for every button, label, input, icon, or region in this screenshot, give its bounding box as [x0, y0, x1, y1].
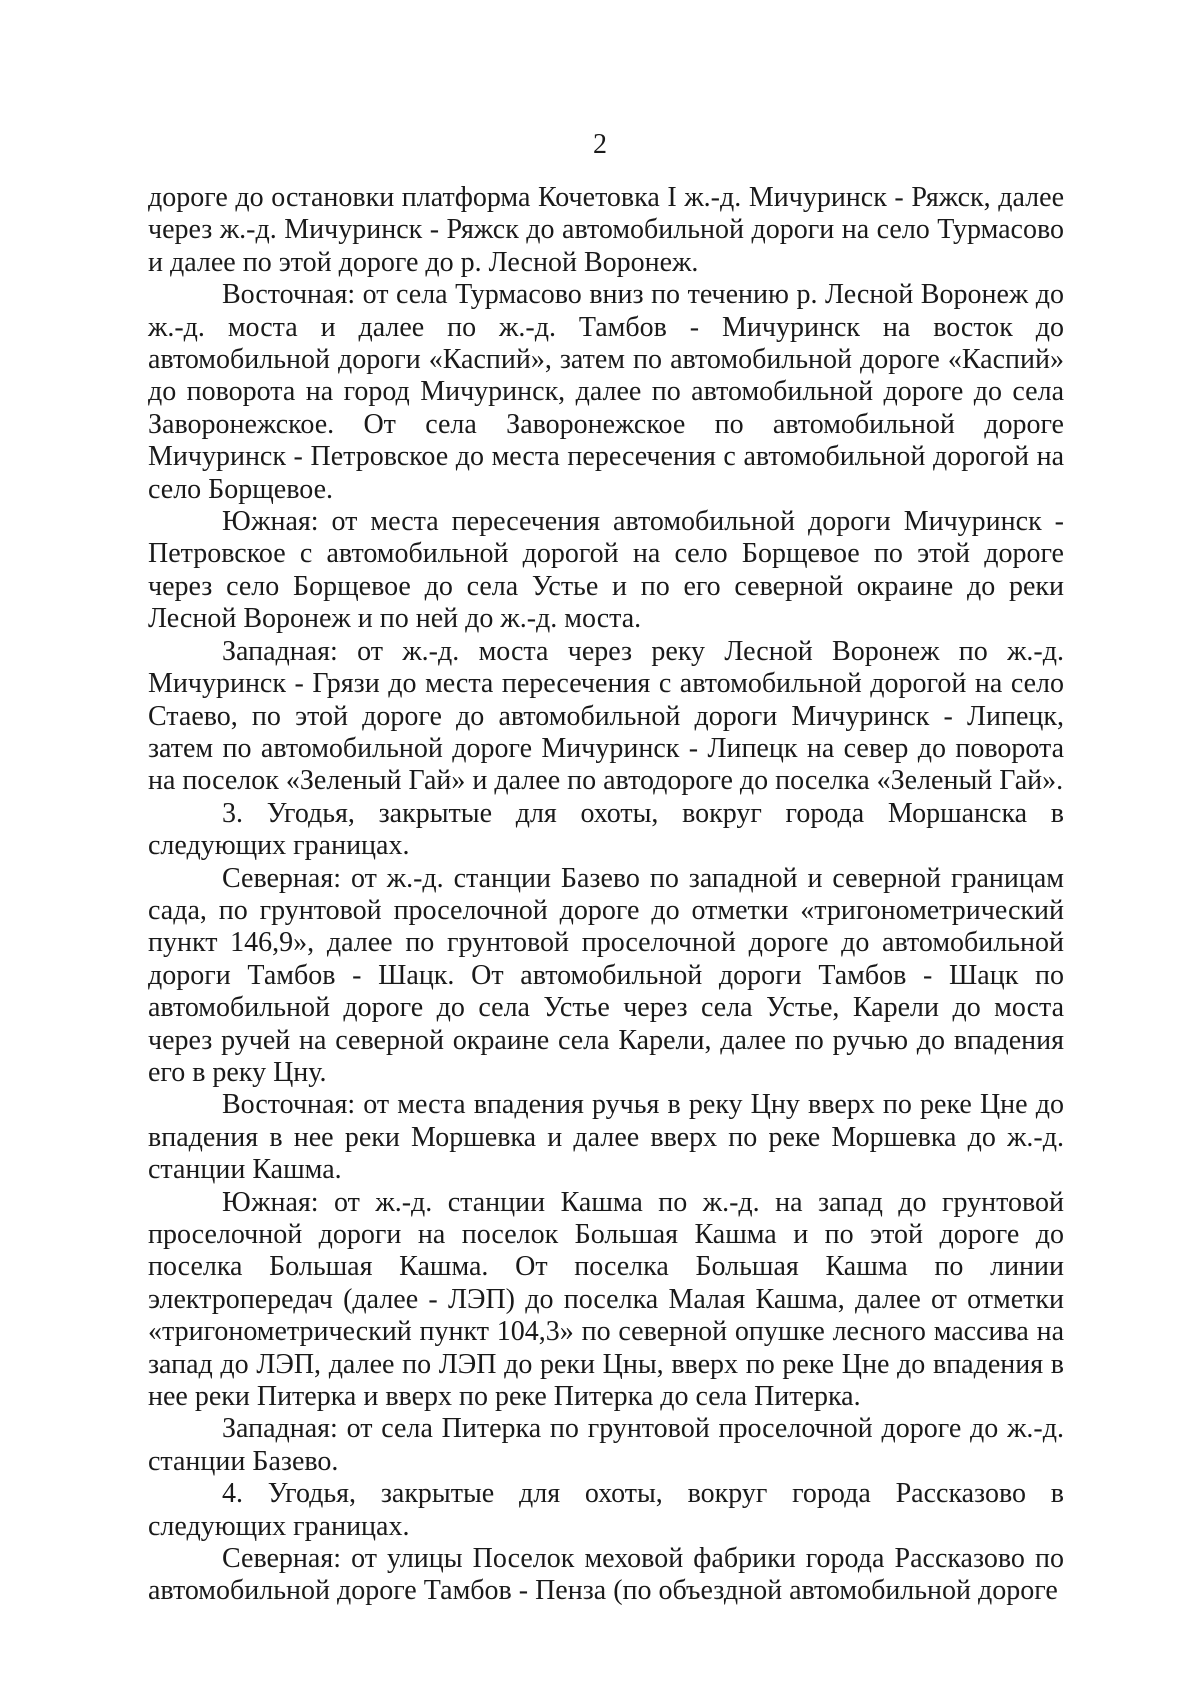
paragraph: Северная: от улицы Поселок меховой фабрики города Рассказово по автомобильной дороге Тамбов - Пенза (по объездной автомобильной дороге	[148, 1543, 1064, 1607]
document-body	[148, 182, 1064, 1608]
paragraph: Южная: от ж.-д. станции Кашма по ж.-д. на запад до грунтовой проселочной дороги на поселок Большая Кашма и по этой дороге до поселка Большая Кашма. От поселка Большая Кашма по линии электропередач (далее - ЛЭП) до поселка Малая Кашма, далее от отметки «тригонометрический пункт 104,3» по северной опушке лесного массива на запад до ЛЭП, далее по ЛЭП до реки Цны, вверх по реке Цне до впадения в нее реки Питерка и вверх по реке Питерка до села Питерка.	[148, 1186, 1064, 1413]
section-heading: 4. Угодья, закрытые для охоты, вокруг города Рассказово в следующих границах.	[148, 1478, 1064, 1542]
paragraph: Восточная: от места впадения ручья в реку Цну вверх по реке Цне до впадения в нее реки Моршевка и далее вверх по реке Моршевка до ж.-д. станции Кашма.	[148, 1089, 1064, 1186]
paragraph: Западная: от ж.-д. моста через реку Лесной Воронеж по ж.-д. Мичуринск - Грязи до места пересечения с автомобильной дорогой на село Стаево, по этой дороге до автомобильной дороги Мичуринск - Липецк, затем по автомобильной дороге Мичуринск - Липецк на север до поворота на поселок «Зеленый Гай» и далее по автодороге до поселка «Зеленый Гай».	[148, 635, 1064, 797]
section-heading: 3. Угодья, закрытые для охоты, вокруг города Моршанска в следующих границах.	[148, 797, 1064, 862]
paragraph: Восточная: от села Турмасово вниз по течению р. Лесной Воронеж до ж.-д. моста и далее по ж.-д. Тамбов - Мичуринск на восток до автомобильной дороги «Каспий», затем по автомобильной дороге «Каспий» до поворота на город Мичуринск, далее по автомобильной дороге до села Заворонежское. От села Заворонежское по автомобильной дороге Мичуринск - Петровское до места пересечения с автомобильной дорогой на село Борщевое.	[148, 279, 1064, 505]
paragraph: Западная: от села Питерка по грунтовой проселочной дороге до ж.-д. станции Базево.	[148, 1413, 1064, 1477]
paragraph: дороге до остановки платформа Кочетовка I ж.-д. Мичуринск - Ряжск, далее через ж.-д. Мичуринск - Ряжск до автомобильной дороги на село Турмасово и далее по этой дороге до р. Лесной Воронеж.	[148, 182, 1064, 278]
paragraph: Южная: от места пересечения автомобильной дороги Мичуринск - Петровское с автомобильной дорогой на село Борщевое по этой дороге через село Борщевое до села Устье и по его северной окраине до реки Лесной Воронеж и по ней до ж.-д. моста.	[148, 506, 1064, 635]
paragraph: Северная: от ж.-д. станции Базево по западной и северной границам сада, по грунтовой проселочной дороге до отметки «тригонометрический пункт 146,9», далее по грунтовой проселочной дороге до автомобильной дороги Тамбов - Шацк. От автомобильной дороги Тамбов - Шацк по автомобильной дороге до села Устье через села Устье, Карели до моста через ручей на северной окраине села Карели, далее по ручью до впадения его в реку Цну.	[148, 862, 1064, 1088]
page-number: 2	[593, 129, 607, 160]
